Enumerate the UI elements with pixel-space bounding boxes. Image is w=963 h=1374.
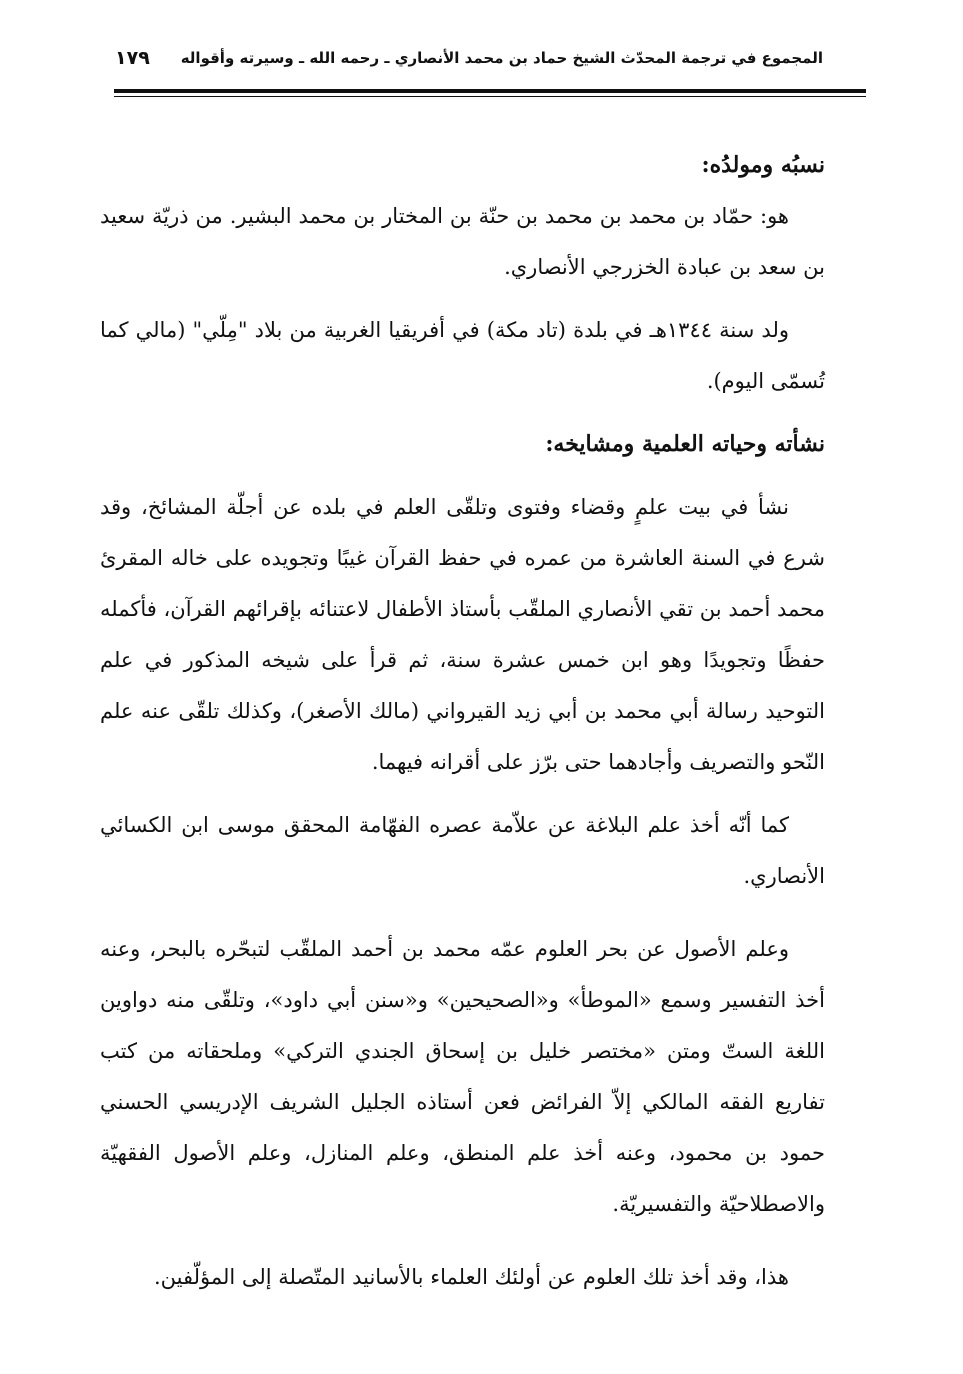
- page-number: ١٧٩: [115, 47, 150, 69]
- paragraph: وعلم الأصول عن بحر العلوم عمّه محمد بن أحمد الملقّب لتبحّره بالبحر، وعنه أخذ التفسير وسمع «الموطأ» و«الصحيحين» و«سنن أبي داود»، وتلقّى منه دواوين اللغة الستّ ومتن «مختصر خليل بن إسحاق الجندي التركي» وملحقاته من كتب تفاريع الفقه المالكي إلاّ الفرائض فعن أستاذه الجليل الشريف الإدريسي الحسني حمود بن محمود، وعنه أخذ علم المنطق، وعلم المنازل، وعلم الأصول الفقهيّة والاصطلاحيّة والتفسيريّة.: [100, 937, 825, 1216]
- section-lineage-birth: [100, 140, 825, 407]
- paragraph: كما أنّه أخذ علم البلاغة عن علاّمة عصره الفهّامة المحقق موسى ابن الكسائي الأنصاري.: [100, 813, 825, 888]
- paragraph: ولد سنة ١٣٤٤هـ في بلدة (تاد مكة) في أفريقيا الغربية من بلاد "مِلّي" (مالي كما تُسمّى اليوم).: [100, 318, 825, 393]
- section-heading: نسبُه ومولدُه:: [701, 152, 825, 178]
- header-rule-thick: [114, 89, 866, 93]
- header-rule-thin: [114, 96, 866, 97]
- running-title: المجموع في ترجمة المحدّث الشيخ حماد بن محمد الأنصاري ـ رحمه الله ـ وسيرته وأقواله: [180, 49, 823, 67]
- body-text: [100, 140, 825, 1303]
- paragraph: نشأ في بيت علمٍ وقضاء وفتوى وتلقّى العلم في بلده عن أجلّة المشائخ، وقد شرع في السنة العاشرة من عمره في حفظ القرآن غيبًا وتجويده على خاله المقرئ محمد أحمد بن تقي الأنصاري الملقّب بأستاذ الأطفال لاعتنائه بإقرائهم القرآن، فأكمله حفظًا وتجويدًا وهو ابن خمس عشرة سنة، ثم قرأ على شيخه المذكور في علم التوحيد رسالة أبي محمد بن أبي زيد القيرواني (مالك الأصغر)، وكذلك تلقّى عنه علم النّحو والتصريف وأجادهما حتى برّز على أقرانه فيهما.: [100, 495, 825, 774]
- section-upbringing-scholarship: [100, 419, 825, 1303]
- section-heading: نشأته وحياته العلمية ومشايخه:: [545, 431, 825, 457]
- running-header: [115, 40, 823, 76]
- paragraph: هو: حمّاد بن محمد بن محمد بن حنّة بن المختار بن محمد البشير. من ذريّة سعيد بن سعد بن عبادة الخزرجي الأنصاري.: [100, 204, 825, 279]
- paragraph: هذا، وقد أخذ تلك العلوم عن أولئك العلماء بالأسانيد المتّصلة إلى المؤلّفين.: [153, 1265, 789, 1289]
